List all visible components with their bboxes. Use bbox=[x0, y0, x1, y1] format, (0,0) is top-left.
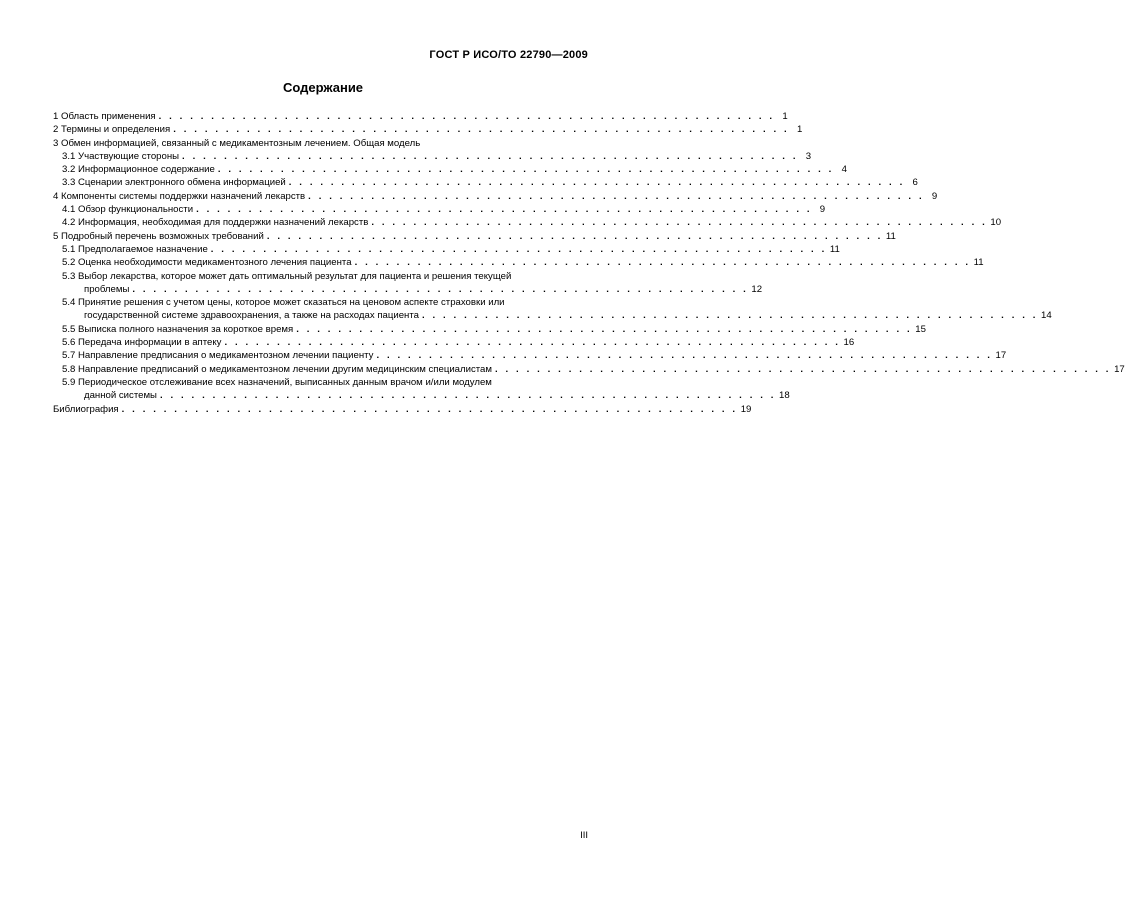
toc-entry-text: 3.1 Участвующие стороны bbox=[62, 150, 180, 162]
toc-entry[interactable] bbox=[53, 163, 847, 176]
toc-entry[interactable] bbox=[53, 256, 984, 269]
toc-leader-dots: . . . . . . . . . . . . . . . . . . . . . . . . . . . . . . . . . . . . . . . . . . . . . . . . . . . . . . . . . . . bbox=[354, 257, 971, 269]
toc-page-number: 14 bbox=[1041, 310, 1052, 322]
page-number: III bbox=[580, 830, 588, 841]
toc-entry[interactable] bbox=[53, 403, 752, 416]
toc-entry[interactable] bbox=[53, 270, 763, 297]
toc-leader-dots: . . . . . . . . . . . . . . . . . . . . . . . . . . . . . . . . . . . . . . . . . . . . . . . . . . . . . . . . . . . bbox=[159, 390, 777, 402]
toc-entry[interactable] bbox=[53, 190, 938, 203]
toc-entry[interactable] bbox=[53, 123, 803, 136]
toc-entry-text: 1 Область применения bbox=[53, 111, 156, 122]
toc-entry[interactable] bbox=[53, 110, 788, 123]
toc-entry-text: 5 Подробный перечень возможных требований bbox=[53, 230, 264, 242]
toc-page-number: 1 bbox=[782, 111, 788, 122]
toc-entry-text: 4.2 Информация, необходимая для поддержки назначений лекарств bbox=[62, 217, 369, 229]
toc-entry-text: 3.2 Информационное содержание bbox=[62, 164, 215, 176]
toc-entry-text: 5.3 Выбор лекарства, которое может дать оптимальный результат для пациента и решения текущей bbox=[62, 270, 512, 282]
toc-entry-text: 4.1 Обзор функциональности bbox=[62, 204, 194, 216]
toc-page-number: 15 bbox=[915, 323, 926, 335]
toc-page-number: 17 bbox=[1114, 363, 1125, 375]
toc-leader-dots: . . . . . . . . . . . . . . . . . . . . . . . . . . . . . . . . . . . . . . . . . . . . . . . . . . . . . . . . . . . bbox=[288, 177, 905, 189]
toc-entry[interactable] bbox=[53, 243, 840, 256]
toc-leader-dots: . . . . . . . . . . . . . . . . . . . . . . . . . . . . . . . . . . . . . . . . . . . . . . . . . . . . . . . . . . . bbox=[173, 124, 790, 136]
toc-page-number: 1 bbox=[796, 124, 803, 136]
toc-page-number: 12 bbox=[751, 283, 763, 295]
toc-title: Содержание bbox=[282, 80, 364, 95]
toc-entry[interactable] bbox=[53, 230, 896, 243]
toc-page-number: 9 bbox=[819, 204, 826, 216]
toc-entry[interactable] bbox=[53, 323, 926, 336]
document-code: ГОСТ Р ИСО/ТО 22790—2009 bbox=[429, 49, 588, 61]
toc-leader-dots: . . . . . . . . . . . . . . . . . . . . . . . . . . . . . . . . . . . . . . . . . . . . . . . . . . . . . . . . . . . bbox=[182, 150, 799, 162]
toc-page-number: 18 bbox=[779, 390, 790, 402]
toc-entry[interactable] bbox=[53, 216, 1002, 229]
toc-entry-text: 5.9 Периодическое отслеживание всех назначений, выписанных данным врачом и/или модулем bbox=[62, 376, 492, 388]
toc-entry[interactable] bbox=[53, 349, 1007, 362]
toc-entry[interactable] bbox=[53, 137, 589, 150]
toc-leader-dots: . . . . . . . . . . . . . . . . . . . . . . . . . . . . . . . . . . . . . . . . . . . . . . . . . . . . . . . . . . . bbox=[121, 403, 738, 415]
toc-page-number: 11 bbox=[973, 257, 984, 269]
toc-entry-text-continued: государственной системе здравоохранения, а также на расходах пациента bbox=[84, 310, 419, 322]
toc-entry-text: 3.3 Сценарии электронного обмена информацией bbox=[62, 177, 286, 189]
toc-entry-text: 5.4 Принятие решения с учетом цены, которое может сказаться на ценовом аспекте страховки или bbox=[62, 297, 505, 309]
toc-page-number: 16 bbox=[843, 337, 855, 349]
toc-page-number: 17 bbox=[995, 350, 1007, 362]
toc-leader-dots: . . . . . . . . . . . . . . . . . . . . . . . . . . . . . . . . . . . . . . . . . . . . . . . . . . . . . . . . . . . bbox=[132, 283, 749, 295]
toc-leader-dots: . . . . . . . . . . . . . . . . . . . . . . . . . . . . . . . . . . . . . . . . . . . . . . . . . . . . . . . . . . . bbox=[210, 243, 827, 255]
toc-leader-dots: . . . . . . . . . . . . . . . . . . . . . . . . . . . . . . . . . . . . . . . . . . . . . . . . . . . . . . . . . . . bbox=[421, 310, 1039, 322]
toc-page-number: 6 bbox=[912, 177, 918, 189]
toc-page-number: 19 bbox=[740, 403, 752, 415]
toc-page-number: 11 bbox=[885, 230, 896, 242]
toc-page-number: 3 bbox=[805, 150, 812, 162]
toc-entry-text-continued: проблемы bbox=[84, 283, 130, 295]
toc-leader-dots: . . . . . . . . . . . . . . . . . . . . . . . . . . . . . . . . . . . . . . . . . . . . . . . . . . . . . . . . . . . bbox=[495, 363, 1112, 375]
toc-leader-dots: . . . . . . . . . . . . . . . . . . . . . . . . . . . . . . . . . . . . . . . . . . . . . . . . . . . . . . . . . . . bbox=[371, 217, 988, 229]
toc-entry-text: 3 Обмен информацией, связанный с медикаментозным лечением. Общая модель bbox=[53, 137, 421, 149]
toc-leader-dots: . . . . . . . . . . . . . . . . . . . . . . . . . . . . . . . . . . . . . . . . . . . . . . . . . . . . . . . . . . . bbox=[308, 190, 925, 202]
toc-leader-dots: . . . . . . . . . . . . . . . . . . . . . . . . . . . . . . . . . . . . . . . . . . . . . . . . . . . . . . . . . . . bbox=[296, 323, 913, 335]
toc-page-number: 11 bbox=[829, 243, 840, 255]
toc-leader-dots: . . . . . . . . . . . . . . . . . . . . . . . . . . . . . . . . . . . . . . . . . . . . . . . . . . . . . . . . . . . bbox=[158, 111, 775, 122]
toc-leader-dots: . . . . . . . . . . . . . . . . . . . . . . . . . . . . . . . . . . . . . . . . . . . . . . . . . . . . . . . . . . . bbox=[224, 337, 841, 349]
toc-entry-text: 2 Термины и определения bbox=[53, 124, 171, 136]
toc-page-number: 4 bbox=[841, 164, 847, 176]
toc-entry[interactable] bbox=[53, 363, 1125, 376]
toc-page-number: 10 bbox=[990, 217, 1002, 229]
toc-entry[interactable] bbox=[53, 176, 918, 189]
toc-entry-text: 5.2 Оценка необходимости медикаментозного лечения пациента bbox=[62, 257, 352, 269]
toc-leader-dots: . . . . . . . . . . . . . . . . . . . . . . . . . . . . . . . . . . . . . . . . . . . . . . . . . . . . . . . . . . . bbox=[376, 350, 993, 362]
toc-entry-text: 5.6 Передача информации в аптеку bbox=[62, 337, 222, 349]
toc-entry[interactable] bbox=[53, 203, 826, 216]
toc-entry[interactable] bbox=[53, 376, 790, 403]
toc-page-number: 9 bbox=[931, 190, 938, 202]
toc-entry-text: 5.7 Направление предписания о медикаментозном лечении пациенту bbox=[62, 350, 374, 362]
table-of-contents bbox=[53, 110, 1125, 416]
toc-entry-text: Библиография bbox=[53, 403, 119, 415]
toc-entry-text: 5.8 Направление предписаний о медикаментозном лечении другим медицинским специалистам bbox=[62, 363, 492, 375]
toc-entry-text: 5.1 Предполагаемое назначение bbox=[62, 243, 208, 255]
toc-leader-dots: . . . . . . . . . . . . . . . . . . . . . . . . . . . . . . . . . . . . . . . . . . . . . . . . . . . . . . . . . . . bbox=[266, 230, 883, 242]
toc-entry[interactable] bbox=[53, 296, 1052, 323]
toc-entry[interactable] bbox=[53, 150, 812, 163]
toc-leader-dots: . . . . . . . . . . . . . . . . . . . . . . . . . . . . . . . . . . . . . . . . . . . . . . . . . . . . . . . . . . . bbox=[217, 164, 834, 176]
toc-entry[interactable] bbox=[53, 336, 855, 349]
toc-entry-text: 5.5 Выписка полного назначения за короткое время bbox=[62, 323, 294, 335]
toc-entry-text: 4 Компоненты системы поддержки назначений лекарств bbox=[53, 190, 306, 202]
toc-entry-text-continued: данной системы bbox=[84, 390, 157, 402]
toc-leader-dots: . . . . . . . . . . . . . . . . . . . . . . . . . . . . . . . . . . . . . . . . . . . . . . . . . . . . . . . . . . . bbox=[196, 204, 813, 216]
